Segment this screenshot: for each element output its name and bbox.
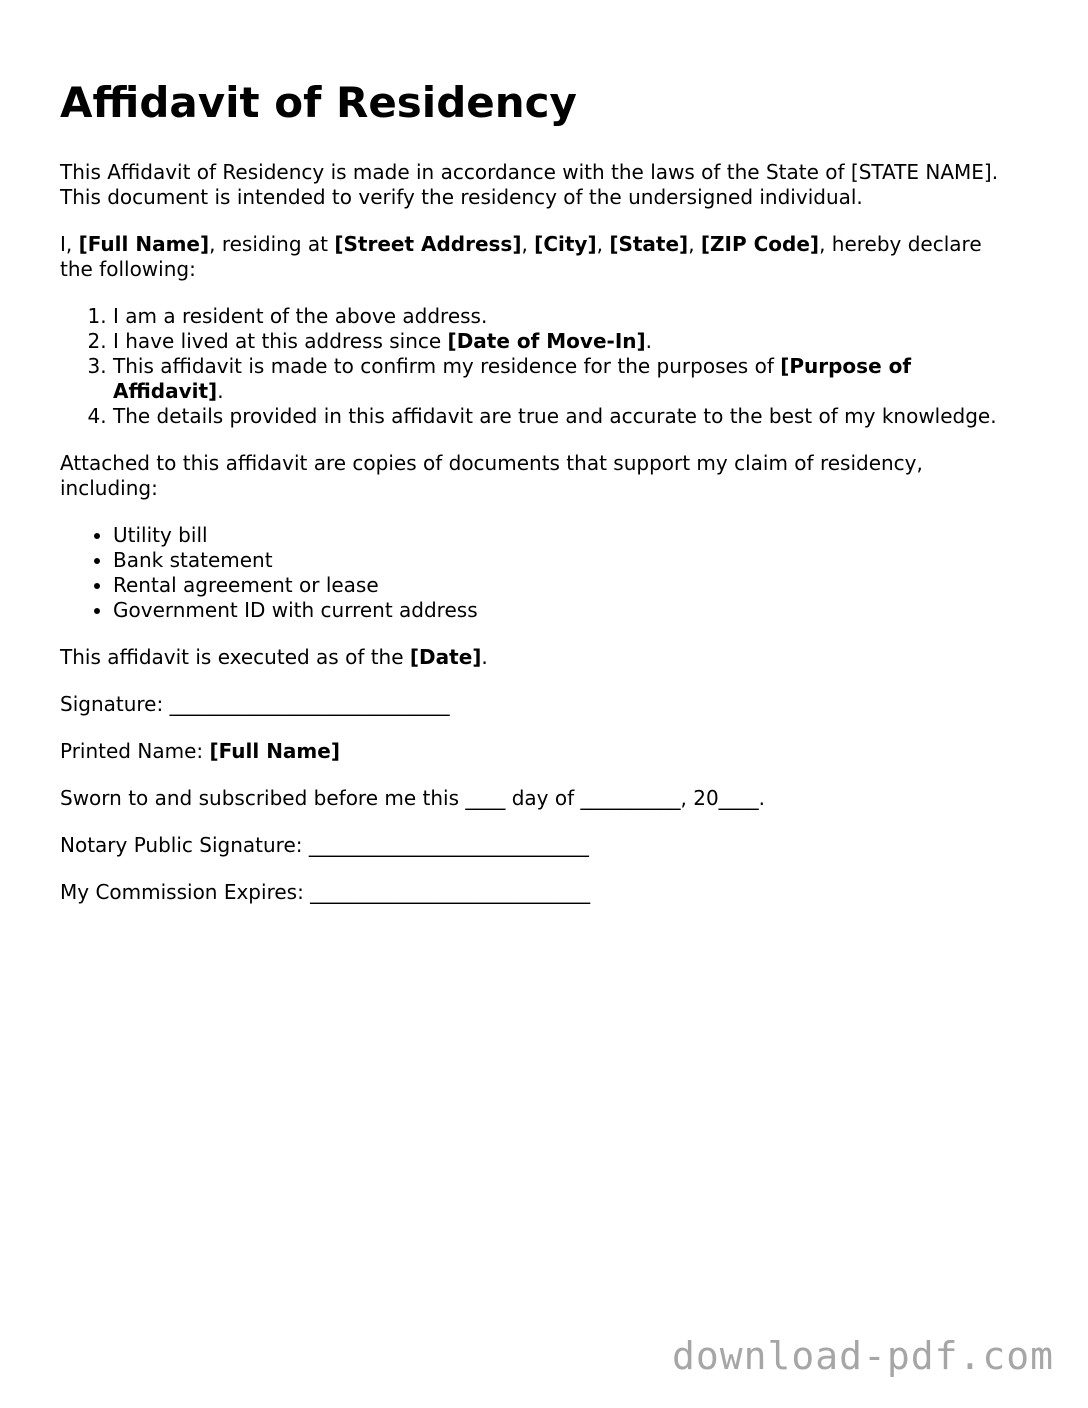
executed-suffix: . [481,645,488,669]
printed-name-placeholder: [Full Name] [209,739,340,763]
attachments-intro: Attached to this affidavit are copies of documents that support my claim of residency, including: [60,451,923,500]
street-address-placeholder: [Street Address] [334,232,522,256]
signature-line: Signature: ____________________________ [60,692,450,716]
statement-4-text: The details provided in this affidavit are true and accurate to the best of my knowledge. [113,404,997,428]
state-placeholder: [State] [609,232,689,256]
city-placeholder: [City] [534,232,597,256]
statement-1-text: I am a resident of the above address. [113,304,488,328]
declaration-sep-2: , [596,232,610,256]
purpose-placeholder: [Purpose of Affidavit] [113,354,912,403]
executed-paragraph [60,645,1020,670]
statements-list [60,304,1020,429]
declaration-suffix: , hereby declare the following: [60,232,982,281]
list-item: • Bank statement [113,548,1020,573]
declaration-prefix: I, [60,232,79,256]
statement-3-suffix: . [217,379,224,403]
date-placeholder: [Date] [409,645,482,669]
declaration-paragraph [60,232,1020,282]
watermark: download-pdf.com [671,1334,1054,1378]
document-title: Affidavit of Residency [60,78,577,127]
statement-3-prefix: This affidavit is made to confirm my residence for the purposes of [113,354,781,378]
declaration-sep-1: , [521,232,535,256]
declaration-sep-3: , [688,232,701,256]
statement-item [113,304,1020,329]
statement-item [113,354,1020,404]
statement-item [113,404,1020,429]
statement-2-prefix: I have lived at this address since [113,329,448,353]
move-in-date-placeholder: [Date of Move-In] [447,329,646,353]
statement-item [113,329,1020,354]
list-item: • Government ID with current address [113,598,1020,623]
zip-code-placeholder: [ZIP Code] [700,232,820,256]
list-item: • Utility bill [113,523,1020,548]
executed-prefix: This affidavit is executed as of the [60,645,410,669]
sworn-line: Sworn to and subscribed before me this ____ day of __________, 20____. [60,786,766,810]
commission-expires-line: My Commission Expires: ____________________________ [60,880,591,904]
intro-paragraph: This Affidavit of Residency is made in accordance with the laws of the State of [STATE NAME]. This document is intended to verify the residency of the undersigned individual. [60,160,999,209]
document-page [60,78,1020,927]
list-item: • Rental agreement or lease [113,573,1020,598]
full-name-placeholder: [Full Name] [78,232,210,256]
attachments-list [60,523,1020,623]
declaration-residing: , residing at [209,232,335,256]
statement-2-suffix: . [645,329,653,353]
printed-name-line [60,739,1020,764]
printed-name-label: Printed Name: [60,739,210,763]
notary-signature-line: Notary Public Signature: ____________________________ [60,833,589,857]
